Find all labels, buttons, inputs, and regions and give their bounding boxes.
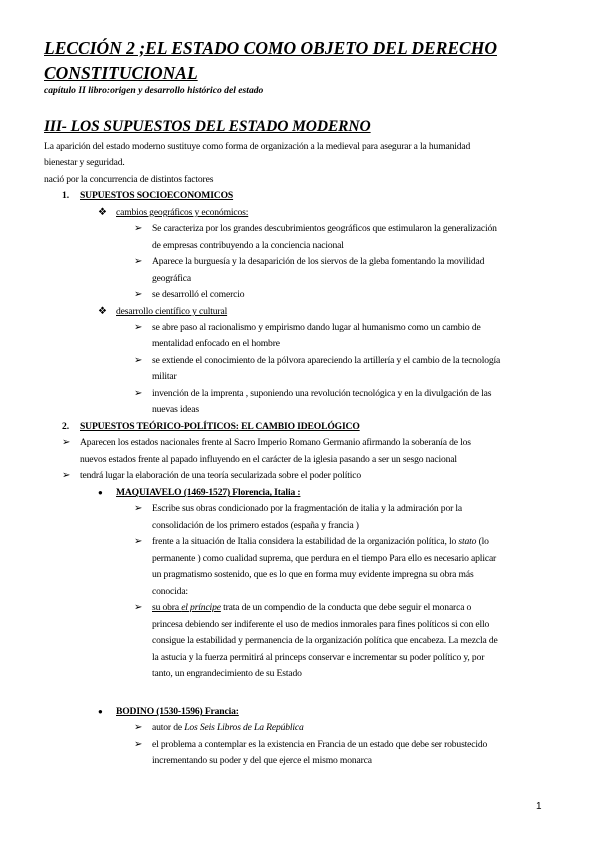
intro-line-2: bienestar y seguridad.: [44, 157, 125, 168]
sub-2-item-3-line-2: nuevas ideas: [152, 404, 199, 415]
text-segment: su obra: [152, 602, 182, 613]
text-segment: trata de un compendio de la conducta que debe seguir el monarca o: [220, 602, 472, 613]
book-title: Los Seis Libros de La República: [184, 722, 304, 733]
diamond-bullet-icon: ❖: [98, 207, 107, 218]
section-1-number: 1.: [62, 190, 70, 201]
arrow-bullet-icon: ➢: [134, 256, 143, 267]
title-line-2: CONSTITUCIONAL: [44, 63, 198, 83]
sub-1-item-2-line-1: Aparece la burguesía y la desaparición de los siervos de la gleba fomentando la movilidad: [152, 256, 485, 267]
section-2-heading: SUPUESTOS TEÓRICO-POLÍTICOS: EL CAMBIO IDEOLÓGICO: [80, 421, 360, 432]
maquiavelo-item-2-line-3: un pragmatismo sostenido, que es lo que en forma muy evidente impregna su obra más: [152, 569, 474, 580]
lesson-title: [44, 36, 564, 86]
sub-2-item-2-line-1: se extiende el conocimiento de la pólvora apareciendo la artillería y el cambio de la tecnología: [152, 355, 501, 366]
intro-line-3: nació por la concurrencia de distintos factores: [44, 174, 214, 185]
sub-1-item-2-line-2: geográfica: [152, 273, 191, 284]
bodino-item-1: [152, 720, 304, 736]
section-1-heading: SUPUESTOS SOCIOECONOMICOS: [80, 190, 234, 201]
text-segment: frente a la situación de Italia considera la estabilidad de la organización política, lo: [152, 536, 459, 547]
title-line-1: LECCIÓN 2 ;EL ESTADO COMO OBJETO DEL DERECHO: [44, 38, 497, 58]
text-segment: (lo: [476, 536, 489, 547]
maquiavelo-item-2-line-1: [152, 534, 489, 550]
sub-2-item-1-line-2: mentalidad enfocado en el hombre: [152, 338, 280, 349]
maquiavelo-item-2-line-2: permanente ) como cualidad suprema, que perdura en el tiempo Para ello es necesario aplicar: [152, 553, 497, 564]
text-segment: autor de: [152, 722, 185, 733]
sub-2-item-3-line-1: invención de la imprenta , suponiendo una revolución tecnológica y en la divulgación de las: [152, 388, 492, 399]
section-2-p1-line-1: Aparecen los estados nacionales frente al Sacro Imperio Romano Germanio afirmando la soberanía de los: [80, 437, 471, 448]
section-2-p1-line-2: nuevos estados frente al papado influyendo en el carácter de la iglesia pasando a ser un sesgo nacional: [80, 454, 457, 465]
sub-1-item-1-line-1: Se caracteriza por los grandes descubrimientos geográficos que estimularon la generalización: [152, 223, 497, 234]
bodino-item-2-line-2: incrementando su poder y del que ejerce el mismo monarca: [152, 755, 372, 766]
bodino-heading: BODINO (1530-1596) Francia:: [116, 706, 239, 717]
arrow-bullet-icon: ➢: [134, 739, 143, 750]
maquiavelo-item-3-line-1: [152, 600, 471, 616]
maquiavelo-item-3-line-4: la astucia y la fuerza permitirá al princeps conservar e incrementar su poder político y, por: [152, 652, 485, 663]
section-2-number: 2.: [62, 421, 70, 432]
maquiavelo-heading: MAQUIAVELO (1469-1527) Florencia, Italia :: [116, 487, 301, 498]
maquiavelo-item-1-line-1: Escribe sus obras condicionado por la fragmentación de italia y la admiración por la: [152, 503, 463, 514]
arrow-bullet-icon: ➢: [134, 722, 143, 733]
page-number: 1: [536, 801, 542, 812]
maquiavelo-item-2-line-4: conocida:: [152, 586, 188, 597]
round-bullet-icon: ●: [98, 707, 103, 716]
arrow-bullet-icon: ➢: [62, 437, 71, 448]
arrow-bullet-icon: ➢: [134, 355, 143, 366]
round-bullet-icon: ●: [98, 488, 103, 497]
maquiavelo-item-3-line-2: princesa debiendo ser indiferente el uso de medios inmorales para fines políticos si con ello: [152, 619, 490, 630]
sub-1-item-3-line-1: se desarrolló el comercio: [152, 289, 245, 300]
diamond-bullet-icon: ❖: [98, 306, 107, 317]
el-principe-title: el príncipe: [181, 602, 221, 613]
stato-term: stato: [458, 536, 477, 547]
arrow-bullet-icon: ➢: [134, 536, 143, 547]
maquiavelo-item-3-line-3: consigue la estabilidad y permanencia de la organización política que encabeza. La mezcla de: [152, 635, 498, 646]
intro-line-1: La aparición del estado moderno sustituye como forma de organización a la medieval para asegurar a la humanidad: [44, 141, 471, 152]
sub-2-item-1-line-1: se abre paso al racionalismo y empirismo dando lugar al humanismo como un cambio de: [152, 322, 481, 333]
sub-2-label: desarrollo científico y cultural: [116, 306, 228, 317]
bodino-item-2-line-1: el problema a contemplar es la existencia en Francia de un estado que debe ser robustecido: [152, 739, 488, 750]
chapter-subtitle: capítulo II libro:origen y desarrollo histórico del estado: [44, 85, 264, 96]
arrow-bullet-icon: ➢: [62, 470, 71, 481]
arrow-bullet-icon: ➢: [134, 289, 143, 300]
section-heading: III- LOS SUPUESTOS DEL ESTADO MODERNO: [44, 118, 371, 135]
maquiavelo-item-3-line-5: tanto, un engrandecimiento de su Estado: [152, 668, 302, 679]
section-2-p2: tendrá lugar la elaboración de una teoría secularizada sobre el poder político: [80, 470, 362, 481]
sub-1-label: cambios geográficos y económicos:: [116, 207, 249, 218]
maquiavelo-item-1-line-2: consolidación de los primero estados (españa y francia ): [152, 520, 359, 531]
arrow-bullet-icon: ➢: [134, 388, 143, 399]
arrow-bullet-icon: ➢: [134, 223, 143, 234]
arrow-bullet-icon: ➢: [134, 602, 143, 613]
sub-2-item-2-line-2: militar: [152, 371, 177, 382]
arrow-bullet-icon: ➢: [134, 322, 143, 333]
arrow-bullet-icon: ➢: [134, 503, 143, 514]
sub-1-item-1-line-2: de empresas contribuyendo a la conciencia nacional: [152, 240, 344, 251]
